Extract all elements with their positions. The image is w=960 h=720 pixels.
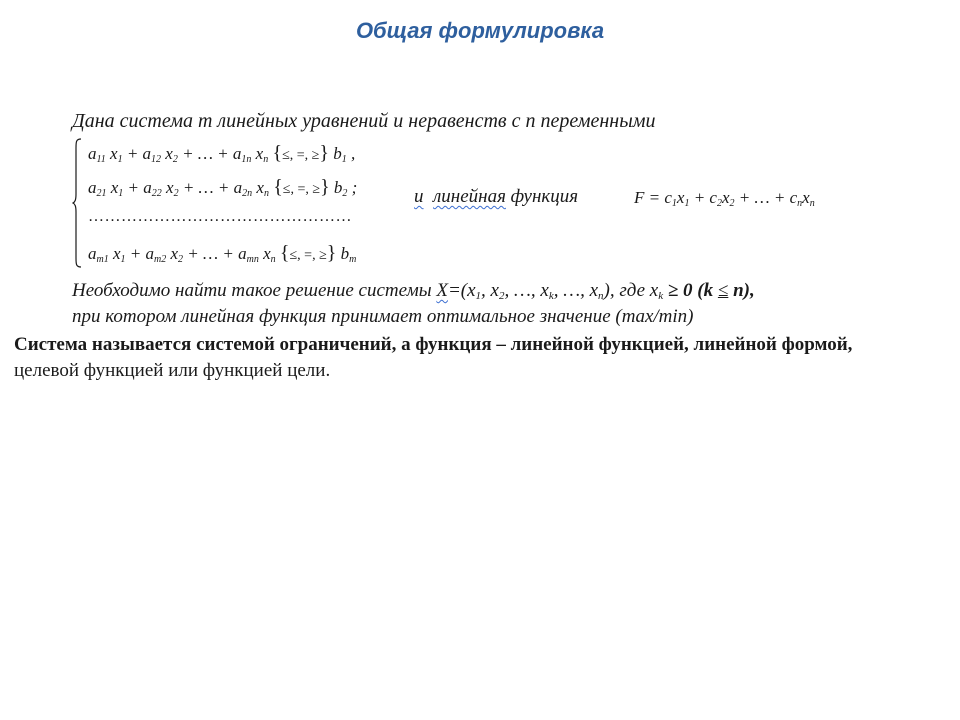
equation-row-1: $a_{11}$ $x_1 + a_{12}$ $x_2$ + … + $a_{1n}$ $x_n$ {≤, =, ≥} $b_1$ , (88, 142, 356, 165)
requirement-line-2: при котором линейная функция принимает оптимальное значение (max/min) (72, 306, 694, 327)
linear-function-label: и линейная функция (414, 186, 579, 207)
equation-row-2: $a_{21}$ $x_1 + a_{22}$ $x_2$ + … + $a_{2n}$ $x_n$ {≤, =, ≥} $b_2$ ; (88, 176, 358, 199)
system-brace (72, 138, 82, 268)
requirement-line-1: Необходимо найти такое решение системы $X=(x_1$, $x_2$, …, $x_k$, …, $x_n$), где $x_k \ge 0$ (k ≤ n), (72, 280, 755, 302)
definition-text-tail: целевой функцией или функцией цели. (14, 360, 331, 381)
slide-title: Общая формулировка (355, 18, 605, 43)
equation-dots-row: ………………………………………… (88, 208, 352, 225)
intro-text: Дана система m линейных уравнений и неравенств с n переменными (72, 110, 656, 132)
linear-function-formula: $F = c_1x_1 + c_2x_2$ + … + $c_nx_n$ (634, 188, 815, 209)
equation-row-m: $a_{m1}$ $x_1 + a_{m2}$ $x_2$ + … + $a_{mn}$ $x_n$ {≤, =, ≥} $b_m$ (88, 242, 357, 265)
definition-text-bold: Система называется системой ограничений, а функция – линейной функцией, линейной формой, (14, 334, 853, 355)
